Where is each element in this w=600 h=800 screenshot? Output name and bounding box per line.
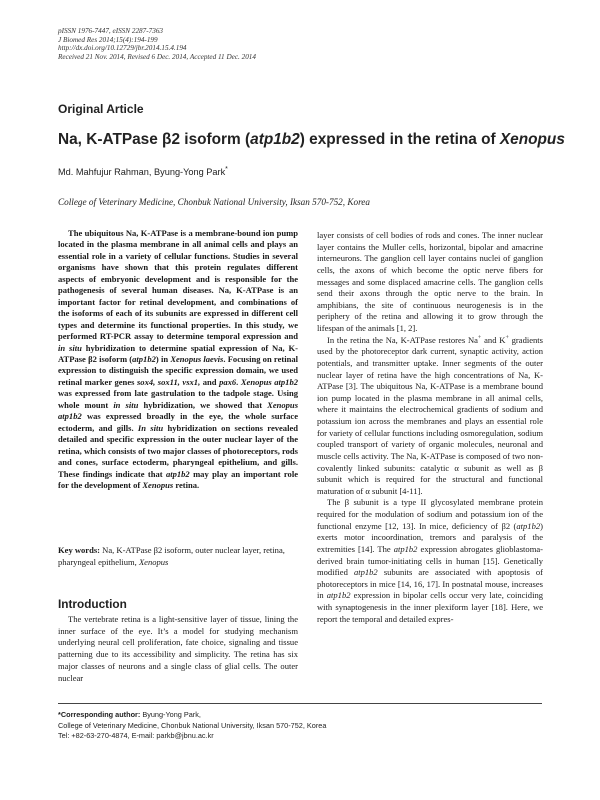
abstract-italic: atp1b2	[165, 468, 190, 479]
doi-link[interactable]: http://dx.doi.org/10.12729/jbr.2014.15.4.194	[58, 44, 187, 53]
introduction-body	[58, 614, 298, 684]
abstract-text: The ubiquitous Na, K-ATPase is a membrane-bound ion pump located in the plasma membrane in all animal cells and plays an essential role in a variety of cellular functions. Studies in several organisms have shown that this protein regulates different aspects of embryonic development and is responsible for the pathogenesis of several human diseases. Na, K-ATPase is an important factor for retinal development, and combinations of the isoforms of each of its subunits are expressed in different cell types and determine its functional properties. In this study, we performed RT-PCR assay to determine temporal expression and	[58, 228, 298, 342]
abstract-italic: Xenopus laevis	[170, 353, 224, 364]
body-paragraph: layer consists of cell bodies of rods and cones. The inner nuclear layer contains the Muller cells, horizontal, bipolar and amacrine interneurons. The ganglion cell layer contains nuclei of ganglion cells, the axons of which become the optic nerve fibers for messages and some displaced amacrine cells. The ganglion cells send their axons through the optic nerve to the brain. In amphibians, the site of continuous neurogenesis is in the periphery of the retina and allowing it to grow through the lifespan of the animals [1, 2].	[317, 230, 543, 333]
abstract-text: and	[200, 376, 220, 387]
title-part-2: ) expressed in the retina of	[299, 131, 500, 148]
citation-line: J Biomed Res 2014;15(4):194-199	[58, 35, 158, 44]
body-text: subunits are associated with apoptosis of photoreceptors in mice [14, 16, 17]. In postnatal mouse, increases in	[317, 567, 543, 601]
abstract	[58, 228, 298, 491]
paper-title	[58, 131, 565, 149]
footnote-contact: Tel: +82-63-270-4874, E-mail: parkb@jbnu.ac.kr	[58, 731, 214, 741]
abstract-text: retina.	[173, 479, 200, 490]
footnote-line	[58, 710, 542, 721]
corresponding-mark: *	[225, 166, 228, 173]
title-part-1: Na, K-ATPase β2 isoform (	[58, 131, 251, 148]
abstract-italic: pax6	[219, 376, 237, 387]
body-paragraph	[317, 497, 543, 625]
abstract-italic: In situ	[137, 422, 164, 433]
abstract-text: hybridization, we showed that	[138, 399, 268, 410]
footnote-divider	[58, 703, 542, 704]
body-text: The β subunit is a type II glycosylated membrane protein required for the modulation of sodium and potassium ion of the functional enzyme [12, 13]. In mice, deficiency of β2 (	[317, 497, 543, 531]
abstract-text: hybridization to determine spatial expression of Na, K-ATPase β2 isoform (	[58, 342, 298, 364]
footnote-name: Byung-Yong Park,	[140, 710, 201, 719]
dates-line: Received 21 Nov. 2014, Revised 6 Dec. 2014, Accepted 11 Dec. 2014	[58, 52, 256, 61]
right-column	[317, 230, 543, 625]
abstract-italic: in situ	[113, 399, 139, 410]
author-names: Md. Mahfujur Rahman, Byung-Yong Park	[58, 167, 226, 178]
article-type: Original Article	[58, 102, 144, 116]
abstract-italic: atp1b2	[132, 353, 156, 364]
keywords-paragraph	[58, 545, 298, 568]
introduction-paragraph: The vertebrate retina is a light-sensitive layer of tissue, lining the inner surface of the eye. It’s a model for studying mechanism underlying neural cell proliferation, fate choice, signaling and tissue patterning due to its accessibility and simplicity. The retina has six major classes of neurons and a single class of glial cells. The outer nuclear	[58, 614, 298, 683]
abstract-paragraph	[58, 228, 298, 491]
abstract-text: may play an important role for the development of	[58, 468, 298, 490]
body-italic: atp1b2	[516, 520, 541, 531]
abstract-italic: Xenopus atp1b2	[58, 399, 299, 422]
title-gene: atp1b2	[250, 131, 300, 148]
body-text: In the retina the Na, K-ATPase restores Na	[327, 334, 478, 345]
body-italic: atp1b2	[393, 543, 418, 554]
introduction-heading: Introduction	[58, 597, 127, 611]
body-paragraph	[317, 335, 543, 498]
abstract-italic: sox4, sox11, vsx1,	[136, 376, 201, 387]
body-text: expression abrogates glioblastoma-derived brain tumor-initiating cells in human [15]. Genetically modified	[317, 543, 543, 578]
footnote	[58, 710, 542, 742]
superscript: +	[505, 334, 509, 341]
author-list	[58, 166, 228, 177]
abstract-text: . Focusing on retinal expression to distinguish the specific expression domain, we used retinal marker genes	[58, 353, 298, 387]
abstract-text: was expressed from late gastrulation to the tadpole stage. Using whole mount	[58, 388, 298, 410]
keywords	[58, 545, 298, 568]
keywords-text: Na, K-ATPase β2 isoform, outer nuclear layer, retina, pharyngeal epithelium,	[58, 545, 285, 567]
body-text: ) exerts motor incoordination, tremors and paralysis of the extremities [14]. The	[317, 520, 543, 554]
abstract-italic: Xenopus	[142, 479, 174, 490]
title-species: Xenopus	[499, 131, 565, 148]
body-text: gradients used by the photoreceptor dark current, synaptic activity, action potentials, and transmitter uptake. Inner segments of the outer nuclear layer of retina have the high concentrations of Na, K-ATPase [3]. The ubiquitous Na, K-ATPase is a membrane bound ion pump located in the plasma membrane in all animal cells, where it maintains the electrochemical gradients of sodium and potassium ion across the membranes and plays an essential role for variety of cellular functions including osmoregulation, sodium coupled transport of variety of organic molecules, neuronal and muscle cells activity. The Na, K-ATPase is composed of two non-covalently linked subunits: catalytic α subunit as well as β subunit which is required for the structural and functional maturation of α subunit [4-11].	[317, 334, 543, 496]
abstract-text: was expressed broadly in the eye, the whole surface ectoderm, and gills.	[58, 411, 298, 433]
journal-meta	[58, 27, 358, 61]
abstract-text: ) in	[155, 353, 171, 364]
footnote-label: *Corresponding author:	[58, 710, 141, 719]
superscript: +	[477, 334, 482, 341]
abstract-italic: Xenopus atp1b2	[240, 376, 298, 387]
issn-line: pISSN 1976-7447, eISSN 2287-7363	[58, 27, 164, 35]
abstract-italic: in situ	[58, 342, 82, 353]
body-italic: atp1b2	[326, 590, 351, 601]
keywords-label: Key words:	[58, 545, 101, 555]
body-text: expression in bipolar cells occur very late, coinciding with synaptogenesis in the inner plexiform layer [18]. Here, we report the temporal and detailed expres-	[317, 590, 543, 624]
affiliation: College of Veterinary Medicine, Chonbuk National University, Iksan 570-752, Korea	[58, 197, 370, 207]
abstract-text: .	[236, 376, 241, 387]
footnote-address: College of Veterinary Medicine, Chonbuk National University, Iksan 570-752, Korea	[58, 720, 327, 730]
body-text: and K	[481, 334, 506, 345]
keywords-italic: Xenopus	[138, 556, 169, 567]
abstract-text: hybridization on sections revealed detailed and specific expression in the outer nuclear layer of the retina, which consists of two major classes of photoreceptors, rods and cones, surface ectoderm, pharyngeal epithelium, and gills. These findings indicate that	[58, 422, 299, 479]
body-italic: atp1b2	[353, 567, 378, 578]
